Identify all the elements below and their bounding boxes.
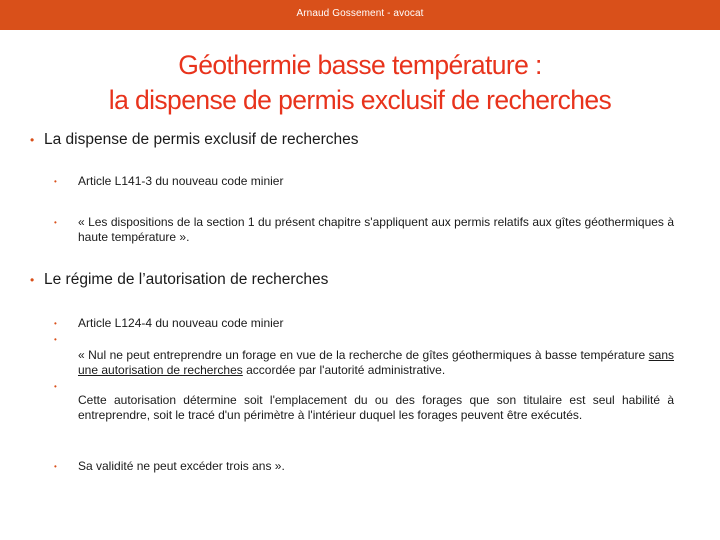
bullet-dot-icon: • bbox=[30, 273, 35, 287]
section2-heading: Le régime de l’autorisation de recherches bbox=[44, 271, 329, 288]
section1-item2: • « Les dispositions de la section 1 du présent chapitre s'appliquent aux permis relatifs aux gîtes géothermiques à haute température ». bbox=[54, 215, 674, 244]
bullet-dot-icon: • bbox=[54, 462, 57, 471]
bullet-dot-icon: • bbox=[54, 335, 57, 344]
section1-item1: • Article L141-3 du nouveau code minier bbox=[54, 174, 284, 188]
slide-title-line2: la dispense de permis exclusif de recherches bbox=[108, 85, 612, 115]
section2-item4: • Sa validité ne peut excéder trois ans ». bbox=[54, 459, 285, 473]
header-author: Arnaud Gossement - avocat bbox=[296, 8, 424, 19]
bullet-dot-icon: • bbox=[54, 218, 57, 227]
section2-item2-before: « Nul ne peut entreprendre un forage en vue de la recherche de gîtes géothermiques à basse température bbox=[78, 348, 649, 362]
section2-item1: • Article L124-4 du nouveau code minier bbox=[54, 316, 284, 330]
bullet-dot-icon: • bbox=[54, 177, 57, 186]
section1-heading: La dispense de permis exclusif de recherches bbox=[44, 131, 359, 148]
slide-title bbox=[40, 48, 680, 118]
bullet-dot-icon: • bbox=[54, 382, 57, 391]
bullet-dot-icon: • bbox=[30, 133, 35, 147]
header-bar bbox=[0, 0, 720, 30]
slide-title-line1: Géothermie basse température : bbox=[178, 50, 542, 80]
section2-item2-after: accordée par l'autorité administrative. bbox=[242, 363, 446, 377]
section2-item2 bbox=[66, 348, 674, 378]
section2-item3: Cette autorisation détermine soit l'emplacement du ou des forages que son titulaire est seul habilité à entreprendre, soit le tracé d'un périmètre à l'intérieur duquel les forages peuvent être exécutés. bbox=[78, 393, 674, 422]
section2-item2-underlined: sans une autorisation de recherches bbox=[78, 348, 674, 377]
bullet-dot-icon: • bbox=[54, 319, 57, 328]
